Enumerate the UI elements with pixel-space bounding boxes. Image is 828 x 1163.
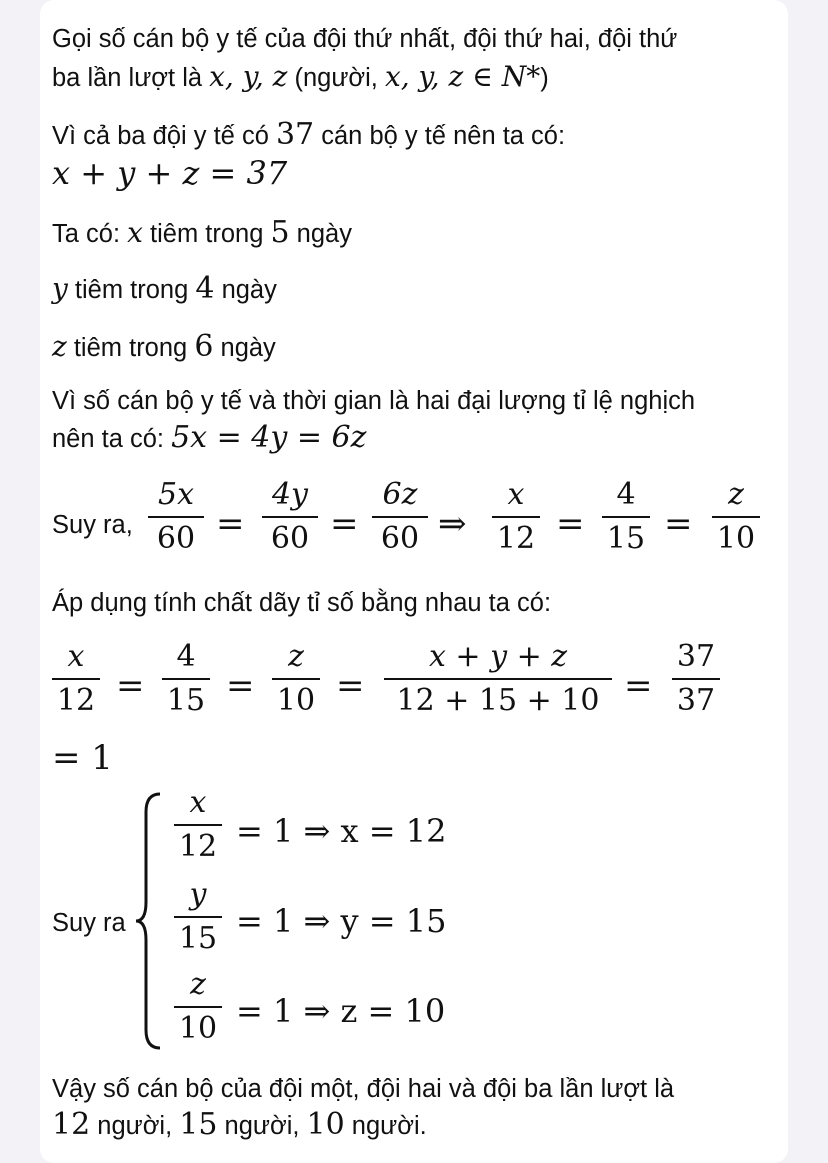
equals-sign: = bbox=[664, 504, 693, 544]
denominator: 10 bbox=[276, 683, 316, 718]
conclusion-text: Vậy số cán bộ của đội một, đội hai và đội ba lần lượt là bbox=[52, 1075, 675, 1103]
suy-ra-text: Suy ra bbox=[52, 909, 126, 937]
text-line-total bbox=[52, 118, 780, 153]
left-brace-icon bbox=[134, 790, 164, 1052]
text-line-conclusion bbox=[52, 1072, 780, 1106]
unit-text: (người, bbox=[287, 64, 385, 92]
solution-card bbox=[40, 0, 788, 1163]
fraction bbox=[174, 876, 222, 958]
text-line-inverse bbox=[52, 384, 780, 418]
fraction bbox=[174, 966, 222, 1048]
text-line-property bbox=[52, 586, 780, 620]
fraction bbox=[148, 476, 204, 558]
fraction bbox=[262, 476, 318, 558]
numerator: y bbox=[189, 877, 207, 912]
total-text: Vì cả ba đội y tế có bbox=[52, 122, 276, 150]
equals-sign: = bbox=[330, 504, 359, 544]
ta-co-text: Ta có: bbox=[52, 220, 128, 248]
numerator: z bbox=[190, 967, 206, 1002]
denominator: 60 bbox=[156, 521, 196, 556]
equation-sum bbox=[52, 156, 780, 193]
text-line-answer bbox=[52, 1108, 780, 1143]
text-line-z-days bbox=[52, 330, 780, 365]
numerator: 5x bbox=[157, 477, 194, 512]
denominator: 60 bbox=[270, 521, 310, 556]
total-text-end: cán bộ y tế nên ta có: bbox=[314, 122, 566, 150]
solution-z: = 1 ⇒ z = 10 bbox=[236, 992, 446, 1030]
equals-sign: = bbox=[556, 504, 585, 544]
close-paren: ) bbox=[540, 64, 549, 92]
denominator: 15 bbox=[606, 521, 646, 556]
equals-sign: = bbox=[226, 666, 255, 706]
fraction bbox=[712, 476, 760, 558]
people-text: người. bbox=[344, 1112, 427, 1140]
numerator: z bbox=[288, 639, 304, 674]
numerator: x bbox=[67, 639, 85, 674]
numerator: x bbox=[189, 785, 207, 820]
implies-arrow: ⇒ bbox=[438, 504, 467, 544]
denominator: 15 bbox=[178, 921, 218, 956]
denominator: 15 bbox=[166, 683, 206, 718]
var-z: z bbox=[52, 330, 67, 363]
answer-team-2: 15 bbox=[179, 1107, 218, 1142]
property-text: Áp dụng tính chất dãy tỉ số bằng nhau ta có: bbox=[52, 589, 552, 617]
answer-team-1: 12 bbox=[52, 1107, 91, 1142]
inject-text: tiêm trong bbox=[66, 334, 195, 362]
domain-math: x, y, z ∈ N* bbox=[384, 60, 541, 93]
numerator: z bbox=[728, 477, 744, 512]
day-text: ngày bbox=[289, 220, 352, 248]
ratio-text: nên ta có: bbox=[52, 425, 172, 453]
fraction bbox=[162, 638, 210, 720]
denominator: 12 + 15 + 10 bbox=[396, 683, 600, 718]
denominator: 12 bbox=[496, 521, 536, 556]
numerator: 6z bbox=[382, 477, 418, 512]
equals-sign: = bbox=[336, 666, 365, 706]
text-line-y-days bbox=[52, 272, 780, 307]
fraction bbox=[372, 476, 428, 558]
fraction bbox=[672, 638, 720, 720]
inject-text: tiêm trong bbox=[142, 220, 271, 248]
numerator: 4 bbox=[616, 477, 636, 512]
text-line-intro bbox=[52, 22, 780, 56]
numerator: x bbox=[507, 477, 525, 512]
equals-sign: = bbox=[216, 504, 245, 544]
var-y: y bbox=[52, 272, 68, 305]
var-x: x bbox=[127, 216, 143, 249]
ratio-equation: 5x = 4y = 6z bbox=[171, 420, 367, 455]
fraction bbox=[52, 638, 100, 720]
numerator: x + y + z bbox=[428, 639, 568, 674]
denominator: 12 bbox=[178, 829, 218, 864]
fraction bbox=[384, 638, 612, 720]
inverse-text: Vì số cán bộ y tế và thời gian là hai đại lượng tỉ lệ nghịch bbox=[52, 387, 696, 415]
denominator: 37 bbox=[676, 683, 716, 718]
denominator: 10 bbox=[716, 521, 756, 556]
denominator: 12 bbox=[56, 683, 96, 718]
fraction bbox=[602, 476, 650, 558]
variables-math: x, y, z bbox=[209, 60, 288, 93]
solution-y: = 1 ⇒ y = 15 bbox=[236, 902, 447, 940]
numerator: 4 bbox=[176, 639, 196, 674]
equals-sign: = bbox=[116, 666, 145, 706]
text-line-variables bbox=[52, 60, 780, 95]
numerator: 37 bbox=[676, 639, 716, 674]
people-text: người, bbox=[90, 1112, 180, 1140]
days-z: 6 bbox=[194, 329, 214, 364]
day-text: ngày bbox=[214, 276, 277, 304]
inject-text: tiêm trong bbox=[67, 276, 196, 304]
suy-ra-text: Suy ra, bbox=[52, 511, 133, 539]
intro-text: Gọi số cán bộ y tế của đội thứ nhất, đội thứ hai, đội thứ bbox=[52, 25, 678, 53]
sum-equation: x + y + z = 37 bbox=[52, 154, 288, 192]
text-line-x-days bbox=[52, 216, 780, 251]
fraction bbox=[272, 638, 320, 720]
denominator: 60 bbox=[380, 521, 420, 556]
fraction bbox=[492, 476, 540, 558]
denominator: 10 bbox=[178, 1011, 218, 1046]
days-y: 4 bbox=[195, 271, 215, 306]
equals-one: = 1 bbox=[52, 738, 113, 778]
total-number: 37 bbox=[275, 117, 315, 152]
variables-text: ba lần lượt là bbox=[52, 64, 210, 92]
fraction bbox=[174, 784, 222, 866]
solution-x: = 1 ⇒ x = 12 bbox=[236, 812, 447, 850]
answer-team-3: 10 bbox=[306, 1107, 345, 1142]
equals-sign: = bbox=[624, 666, 653, 706]
numerator: 4y bbox=[271, 477, 309, 512]
text-line-ratio bbox=[52, 421, 780, 456]
day-text: ngày bbox=[213, 334, 276, 362]
days-x: 5 bbox=[270, 215, 290, 250]
people-text: người, bbox=[217, 1112, 307, 1140]
